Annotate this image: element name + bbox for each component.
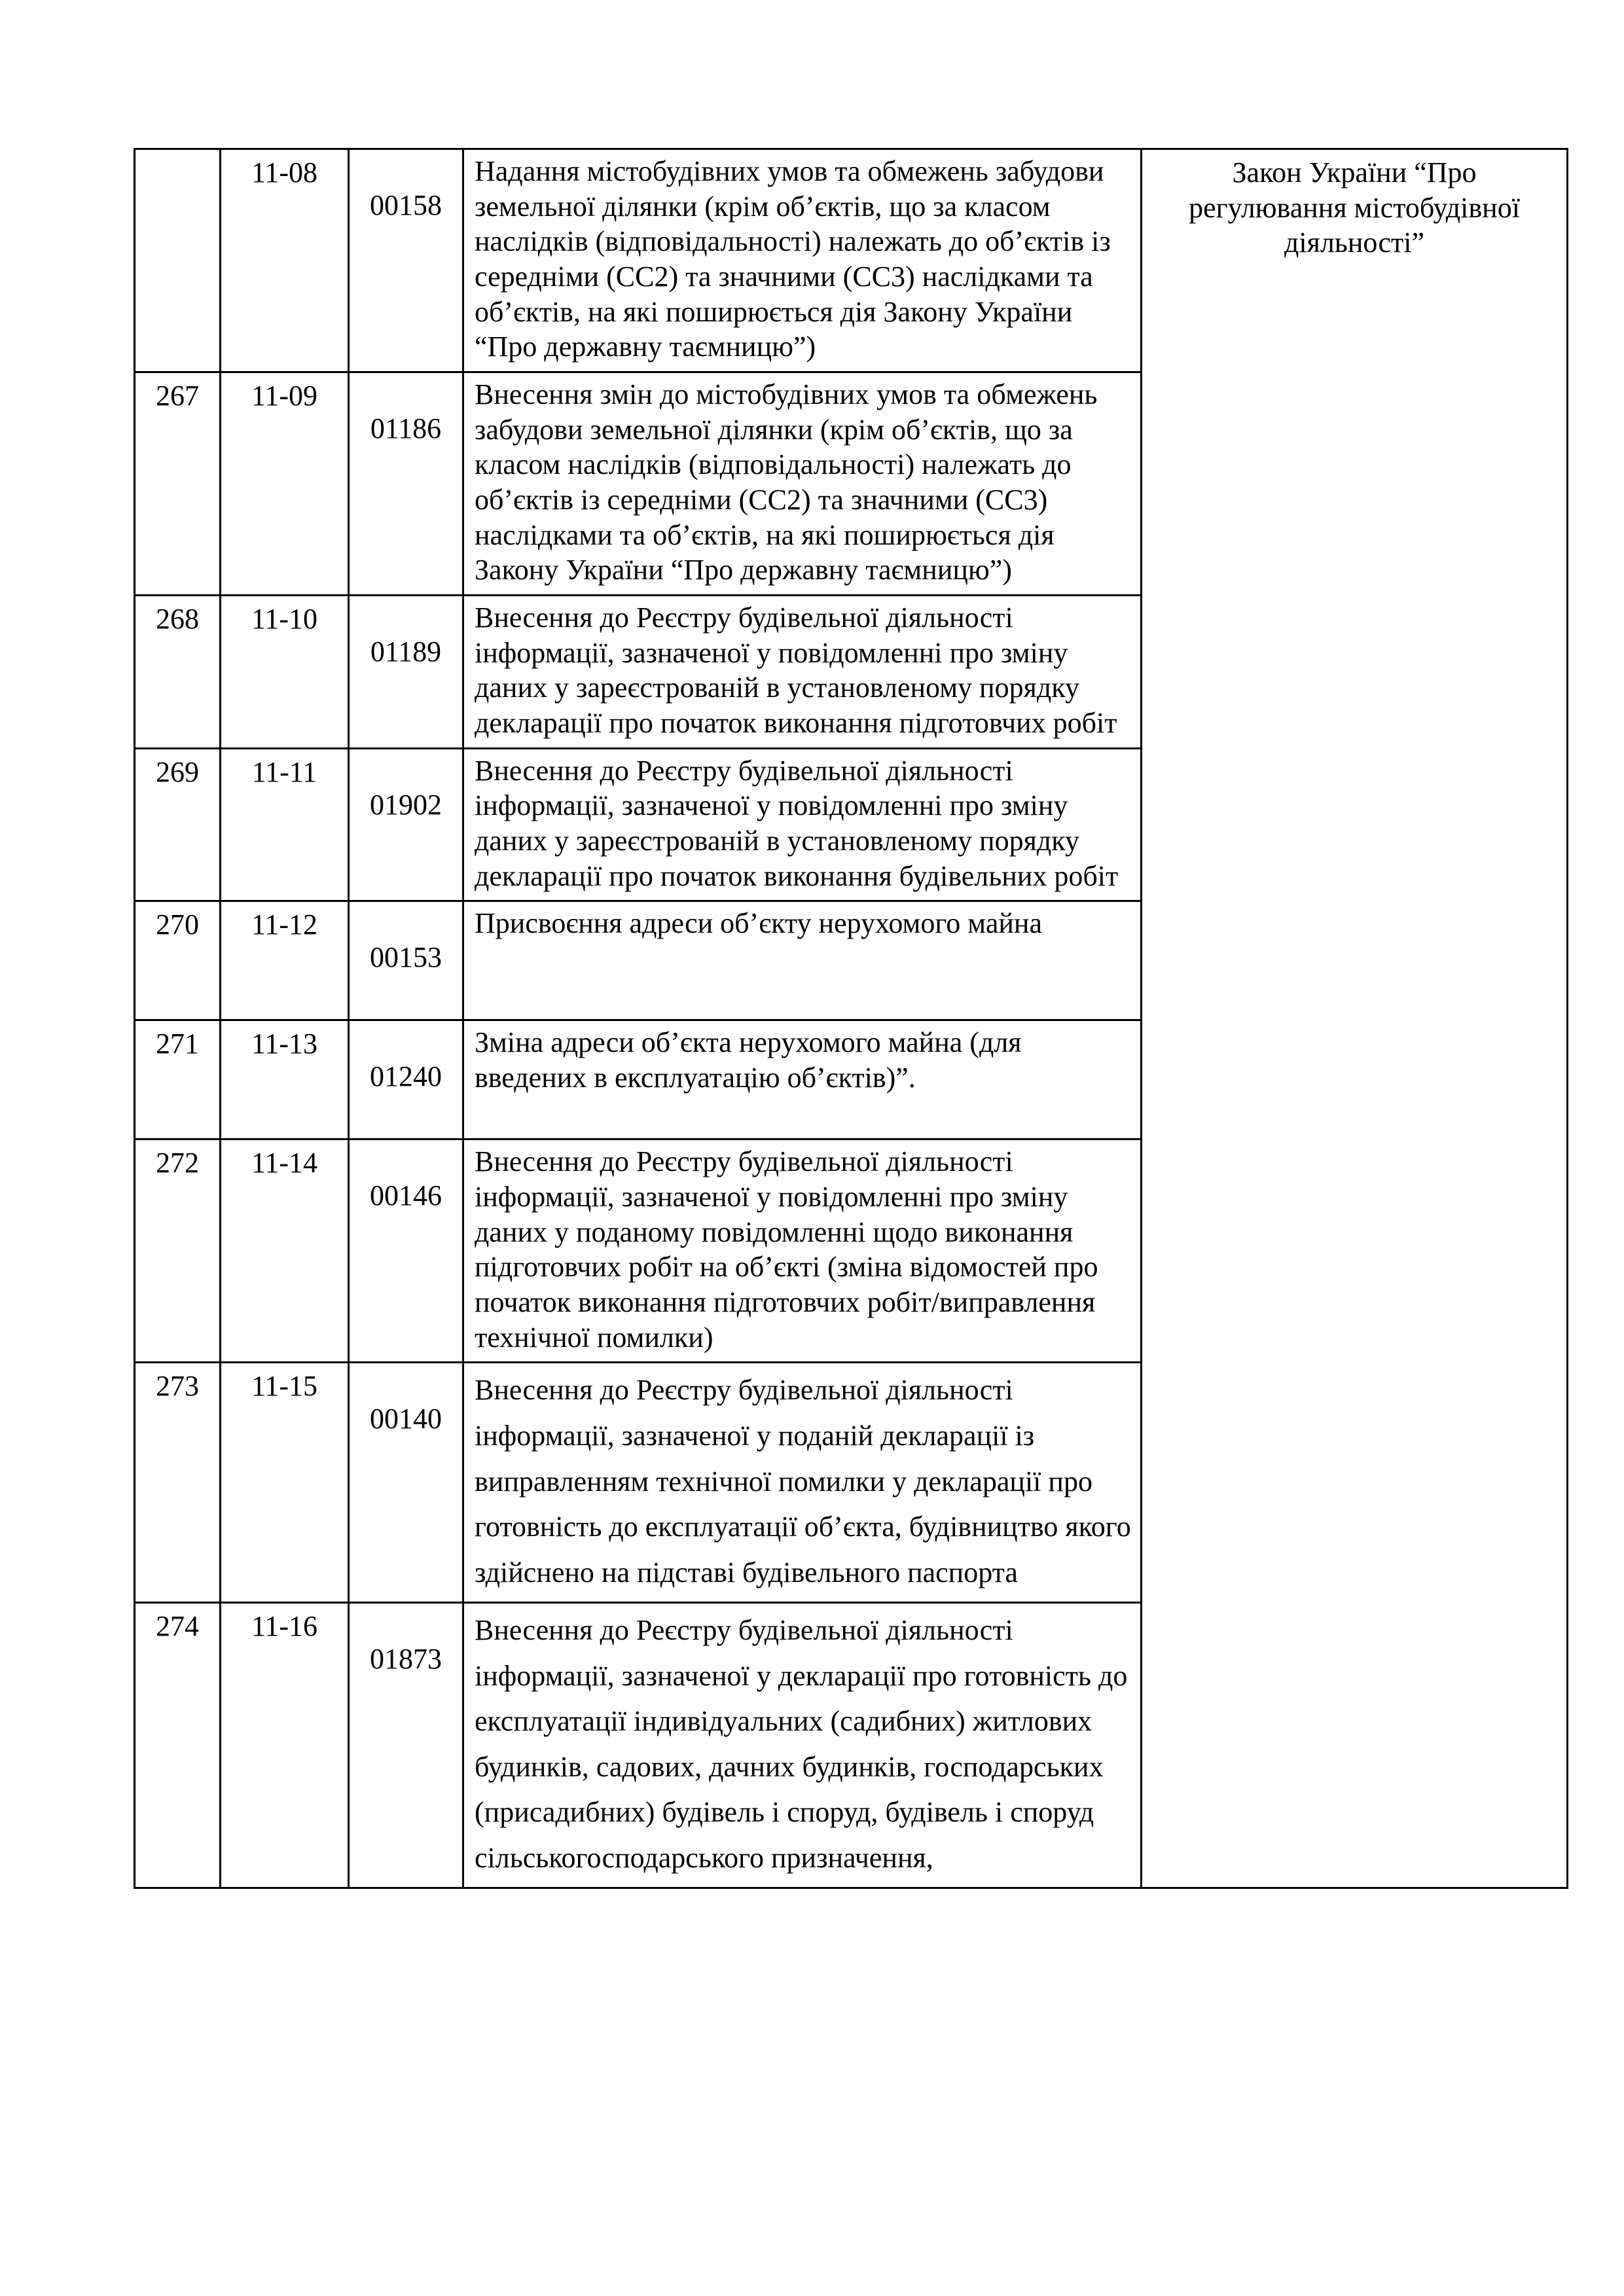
service-id-cell: 00158 [349, 149, 463, 372]
service-code-cell: 11-10 [221, 596, 349, 749]
service-code-cell: 11-16 [221, 1603, 349, 1888]
service-description-cell: Внесення до Реєстру будівельної діяльності інформації, зазначеної у повідомленні про зміну даних у зареєстрованій в установленому порядку декларації про початок виконання будівельних робіт [463, 748, 1142, 901]
service-description-cell: Присвоєння адреси об’єкту нерухомого майна [463, 901, 1142, 1020]
service-description-cell: Зміна адреси об’єкта нерухомого майна (для введених в експлуатацію об’єктів)”. [463, 1020, 1142, 1139]
row-number-cell: 274 [135, 1603, 221, 1888]
row-number-cell: 269 [135, 748, 221, 901]
table-row [135, 149, 1568, 372]
row-number-cell: 273 [135, 1363, 221, 1603]
service-code-cell: 11-08 [221, 149, 349, 372]
service-id-cell: 01873 [349, 1603, 463, 1888]
services-table [134, 148, 1568, 1889]
legal-basis-cell: Закон України “Про регулювання містобудівної діяльності” [1142, 149, 1568, 1888]
service-description-cell: Внесення до Реєстру будівельної діяльності інформації, зазначеної у декларації про готовність до експлуатації індивідуальних (садибних) житлових будинків, садових, дачних будинків, господарських (присадибних) будівель і споруд, будівель і споруд сільськогосподарського призначення, [463, 1603, 1142, 1888]
row-number-cell: 267 [135, 372, 221, 596]
service-description-cell: Надання містобудівних умов та обмежень забудови земельної ділянки (крім об’єктів, що за класом наслідків (відповідальності) належать до об’єктів із середніми (СС2) та значними (СС3) наслідками та об’єктів, на які поширюється дія Закону України “Про державну таємницю”) [463, 149, 1142, 372]
row-number-cell: 270 [135, 901, 221, 1020]
service-id-cell: 01902 [349, 748, 463, 901]
service-id-cell: 01189 [349, 596, 463, 749]
service-description-cell: Внесення до Реєстру будівельної діяльності інформації, зазначеної у повідомленні про зміну даних у зареєстрованій в установленому порядку декларації про початок виконання підготовчих робіт [463, 596, 1142, 749]
service-id-cell: 01240 [349, 1020, 463, 1139]
service-code-cell: 11-13 [221, 1020, 349, 1139]
service-code-cell: 11-11 [221, 748, 349, 901]
service-description-cell: Внесення змін до містобудівних умов та обмежень забудови земельної ділянки (крім об’єктів, що за класом наслідків (відповідальності) належать до об’єктів із середніми (СС2) та значними (СС3) наслідками та об’єктів, на які поширюється дія Закону України “Про державну таємницю”) [463, 372, 1142, 596]
service-id-cell: 00146 [349, 1139, 463, 1363]
service-description-cell: Внесення до Реєстру будівельної діяльності інформації, зазначеної у поданій декларації із виправленням технічної помилки у декларації про готовність до експлуатації об’єкта, будівництво якого здійснено на підставі будівельного паспорта [463, 1363, 1142, 1603]
service-description-cell: Внесення до Реєстру будівельної діяльності інформації, зазначеної у повідомленні про зміну даних у поданому повідомленні щодо виконання підготовчих робіт на об’єкті (зміна відомостей про початок виконання підготовчих робіт/виправлення технічної помилки) [463, 1139, 1142, 1363]
row-number-cell: 268 [135, 596, 221, 749]
row-number-cell: 271 [135, 1020, 221, 1139]
service-id-cell: 00140 [349, 1363, 463, 1603]
row-number-cell: 272 [135, 1139, 221, 1363]
service-code-cell: 11-09 [221, 372, 349, 596]
service-id-cell: 01186 [349, 372, 463, 596]
service-code-cell: 11-14 [221, 1139, 349, 1363]
service-code-cell: 11-12 [221, 901, 349, 1020]
service-id-cell: 00153 [349, 901, 463, 1020]
row-number-cell [135, 149, 221, 372]
service-code-cell: 11-15 [221, 1363, 349, 1603]
